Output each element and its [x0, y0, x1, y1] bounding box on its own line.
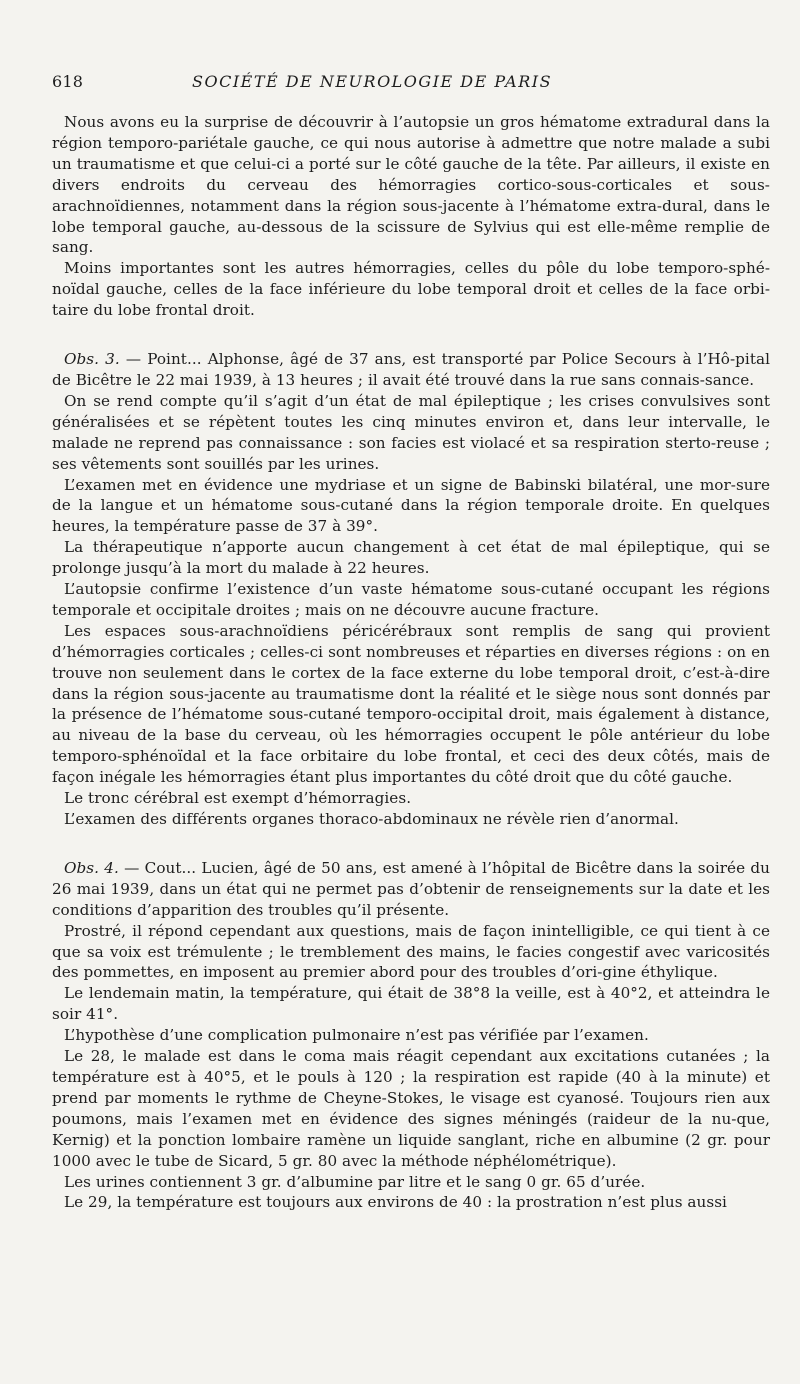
obs3-opening-paragraph	[52, 349, 770, 391]
obs3-paragraph-5: L’autopsie confirme l’existence d’un vaste hématome sous-cutané occupant les régions temporale et occipitale droites ; mais on ne découvre aucune fracture.	[52, 580, 770, 619]
obs3-paragraph-7: Le tronc cérébral est exempt d’hémorragies.	[64, 789, 412, 808]
document-body	[52, 112, 770, 1213]
obs3-paragraph-6: Les espaces sous-arachnoïdiens péricérébraux sont remplis de sang qui provient d’hémorragies corticales ; celles-ci sont nombreuses et réparties en diverses régions : on en trouve non seulement dans le cortex de la face externe du lobe temporal droit, c’est-à-dire dans la région sous-jacente au traumatisme dont la réalité et le siège nous sont donnés par la présence de l’hématome sous-cutané temporo-occipital droit, mais également à distance, au niveau de la base du cerveau, où les hémorragies occupent le pôle antérieur du lobe temporo-sphénoïdal et la face orbitaire du lobe frontal, et ceci des deux côtés, mais de façon inégale les hémorragies étant plus importantes du côté droit que du côté gauche.	[52, 621, 770, 787]
obs4-paragraph-2: Prostré, il répond cependant aux questions, mais de façon inintelligible, ce qui tient à ce que sa voix est trémulente ; le tremblement des mains, le facies congestif avec varicosités des pommettes, en imposent au premier abord pour des troubles d’ori-gine éthylique.	[52, 921, 770, 982]
page-header	[52, 72, 770, 100]
observation-4	[52, 858, 770, 1213]
intro-paragraph-1: Nous avons eu la surprise de découvrir à l’autopsie un gros hématome extradural dans la région temporo-pariétale gauche, ce qui nous autorise à admettre que notre malade a subi un traumatisme et que celui-ci a porté sur le côté gauche de la tête. Par ailleurs, il existe en divers endroits du cerveau des hémorragies cortico-sous-corticales et sous-arachnoïdiennes, notamment dans la région sous-jacente à l’hématome extra-dural, dans le lobe temporal gauche, au-dessous de la scissure de Sylvius qui est elle-même remplie de sang.	[52, 113, 770, 257]
obs4-paragraph-5: Le 28, le malade est dans le coma mais réagit cependant aux excitations cutanées ; la température est à 40°5, et le pouls à 120 ; la respiration est rapide (40 à la minute) et prend par moments le rythme de Cheyne-Stokes, le visage est cyanosé. Toujours rien aux poumons, mais l’examen met en évidence des signes méningés (raideur de la nu-que, Kernig) et la ponction lombaire ramène un liquide sanglant, riche en albumine (2 gr. pour 1000 avec le tube de Sicard, 5 gr. 80 avec la méthode néphélométrique).	[52, 1047, 770, 1170]
obs3-paragraph-8: L’examen des différents organes thoraco-abdominaux ne révèle rien d’anormal.	[64, 810, 679, 828]
obs3-paragraph-2: On se rend compte qu’il s’agit d’un état de mal épileptique ; les crises convulsives sont généralisées et se répètent toutes les cinq minutes environ et, dans leur intervalle, le malade ne reprend pas connaissance : son facies est violacé et sa respiration sterto-reuse ; ses vêtements sont souillés par les urines.	[52, 391, 770, 473]
running-title: SOCIÉTÉ DE NEUROLOGIE DE PARIS	[192, 72, 553, 91]
obs4-paragraph-4: L’hypothèse d’une complication pulmonaire n’est pas vérifiée par l’examen.	[64, 1026, 649, 1045]
observation-3	[52, 349, 770, 830]
obs3-opening-text: — Point... Alphonse, âgé de 37 ans, est transporté par Police Secours à l’Hô-pital de Bicêtre le 22 mai 1939, à 13 heures ; il avait été trouvé dans la rue sans connais-sance.	[52, 350, 770, 389]
obs4-paragraph-7: Le 29, la température est toujours aux environs de 40 : la prostration n’est plus aussi	[64, 1193, 727, 1212]
obs3-label: Obs. 3.	[64, 350, 120, 369]
obs4-opening-paragraph	[52, 858, 770, 921]
obs4-paragraph-6: Les urines contiennent 3 gr. d’albumine par litre et le sang 0 gr. 65 d’urée.	[64, 1172, 646, 1191]
obs4-opening-text: — Cout... Lucien, âgé de 50 ans, est amené à l’hôpital de Bicêtre dans la soirée du 26 mai 1939, dans un état qui ne permet pas d’obtenir de renseignements sur la date et les conditions d’apparition des troubles qu’il présente.	[52, 858, 770, 919]
obs3-paragraph-3: L’examen met en évidence une mydriase et un signe de Babinski bilatéral, une mor-sure de la langue et un hématome sous-cutané dans la région temporale droite. En quelques heures, la température passe de 37 à 39°.	[52, 475, 770, 536]
obs3-paragraph-4: La thérapeutique n’apporte aucun changement à cet état de mal épileptique, qui se prolonge jusqu’à la mort du malade à 22 heures.	[52, 538, 770, 578]
page-number: 618	[52, 72, 84, 91]
obs4-label: Obs. 4.	[64, 858, 119, 877]
intro-paragraph-2: Moins importantes sont les autres hémorragies, celles du pôle du lobe temporo-sphé-noïdal gauche, celles de la face inférieure du lobe temporal droit et celles de la face orbi-taire du lobe frontal droit.	[52, 259, 770, 320]
obs4-paragraph-3: Le lendemain matin, la température, qui était de 38°8 la veille, est à 40°2, et atteindra le soir 41°.	[52, 984, 770, 1024]
